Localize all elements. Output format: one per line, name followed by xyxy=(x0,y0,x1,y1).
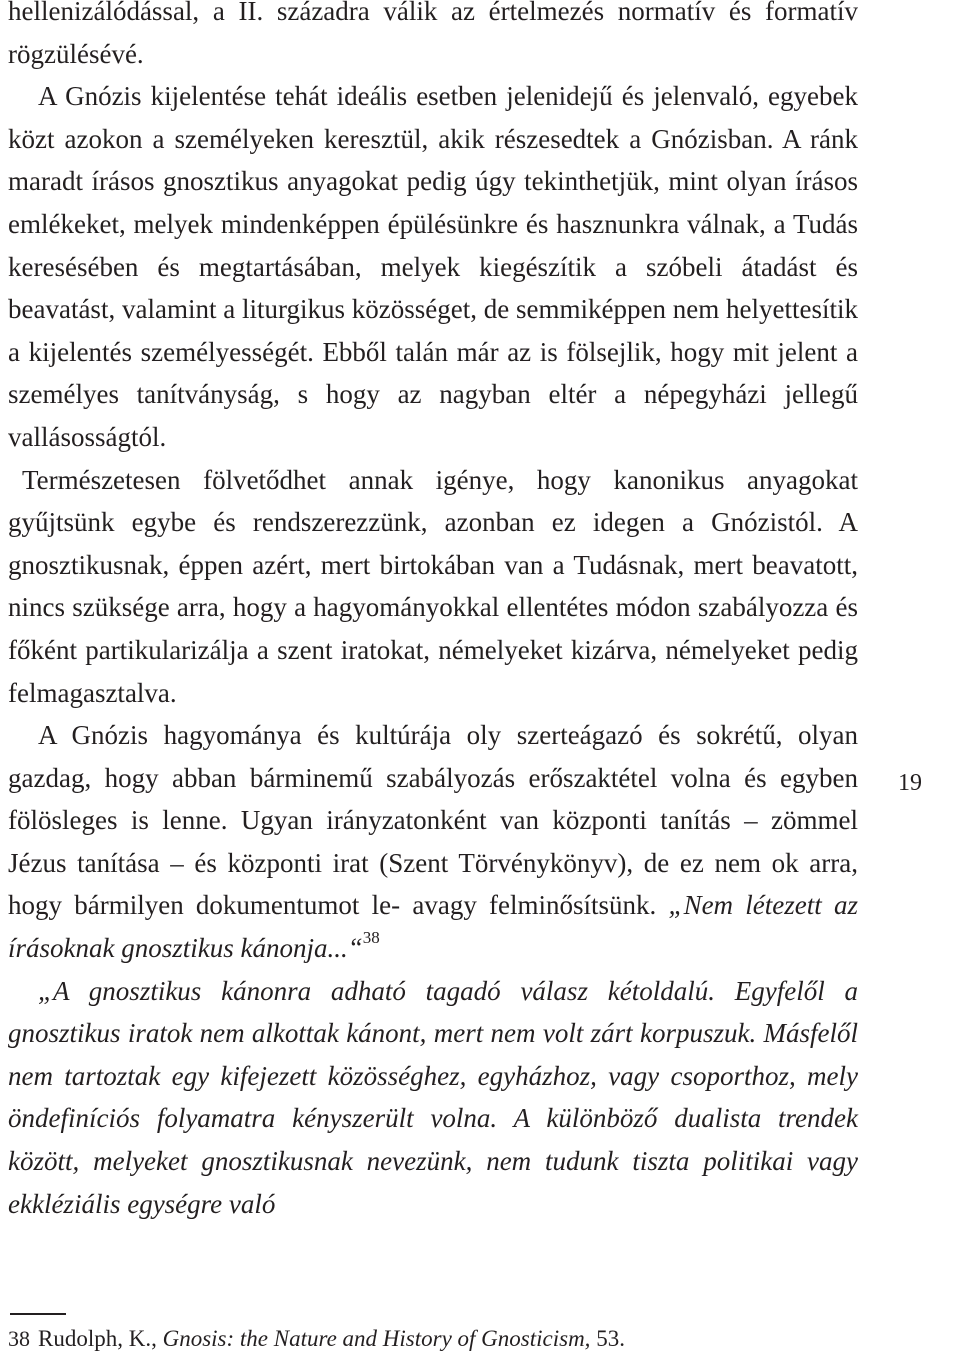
paragraph-4-text: A Gnózis hagyománya és kultúrája oly szerteágazó és sokrétű, olyan gazdag, hogy abban bárminemű szabályozás erőszaktétel volna és egyben fölösleges is lenne. Ugyan irányzatonként van központi tanítás – zömmel Jézus tanítása – és központi irat (Szent Törvénykönyv), de ez nem ok arra, hogy bármilyen dokumentumot le- avagy felminősítsünk. xyxy=(8,720,858,921)
footnote-page: 53. xyxy=(596,1326,625,1351)
paragraph-4-quote: „Nem létezett az írásoknak gnosztikus kánonja...“ xyxy=(8,890,858,964)
paragraph-4 xyxy=(8,714,858,970)
paragraph-1 xyxy=(8,0,858,75)
paragraph-2-text: A Gnózis kijelentése tehát ideális esetben jelenidejű és jelenvaló, egyebek közt azokon a személyeken keresztül, akik részesedtek a Gnózisban. A ránk maradt írásos gnosztikus anyagokat pedig úgy tekinthetjük, mint olyan írásos emlékeket, melyek mindenképpen épülésünkre és hasznunkra válnak, a Tudás keresésében és megtartásában, melyek kiegészítik a szóbeli átadást és beavatást, valamint a liturgikus közösséget, de semmiképpen nem helyettesítik a kijelentés személyességét. Ebből talán már az is fölsejlik, hogy mit jelent a személyes tanítványság, s hogy az nagyban eltér a népegyházi jellegű vallásosságtól. xyxy=(8,81,858,452)
paragraph-3-text: Természetesen fölvetődhet annak igénye, hogy kanonikus anyagokat gyűjtsünk egybe és rendszerezzünk, azonban ez idegen a Gnózistól. A gnosztikusnak, éppen azért, mert birtokában van a Tudásnak, mert beavatott, nincs szüksége arra, hogy a hagyományokkal ellentétes módon szabályozza és főként partikularizálja a szent iratokat, némelyeket kizárva, némelyeket pedig felmagasztalva. xyxy=(8,464,858,708)
footnote-reference: 38 xyxy=(362,928,380,948)
footnote-title: Gnosis: the Nature and History of Gnosticism, xyxy=(162,1326,591,1351)
paragraph-3 xyxy=(8,459,858,715)
body-text xyxy=(8,0,858,1225)
paragraph-5-text: „A gnosztikus kánonra adható tagadó válasz kétoldalú. Egyfelől a gnosztikus iratok nem alkottak kánont, mert nem volt zárt korpuszuk. Másfelől nem tartoztak egy kifejezett közösséghez, egyházhoz, vagy csoporthoz, mely öndefiníciós folyamatra kényszerült volna. A különböző dualista trendek között, melyeket gnosztikusnak nevezünk, nem tudunk tiszta politikai vagy ekkléziális egységre való xyxy=(8,975,858,1219)
footnote xyxy=(8,1324,625,1354)
footnote-divider xyxy=(10,1313,66,1315)
footnote-number: 38 xyxy=(8,1326,30,1351)
paragraph-1-text: hellenizálódással, a II. századra válik az értelmezés normatív és formatív rögzülésévé. xyxy=(8,0,858,69)
paragraph-5 xyxy=(8,970,858,1226)
page-number: 19 xyxy=(898,770,922,796)
paragraph-2 xyxy=(8,75,858,458)
footnote-author: Rudolph, K., xyxy=(38,1326,157,1351)
